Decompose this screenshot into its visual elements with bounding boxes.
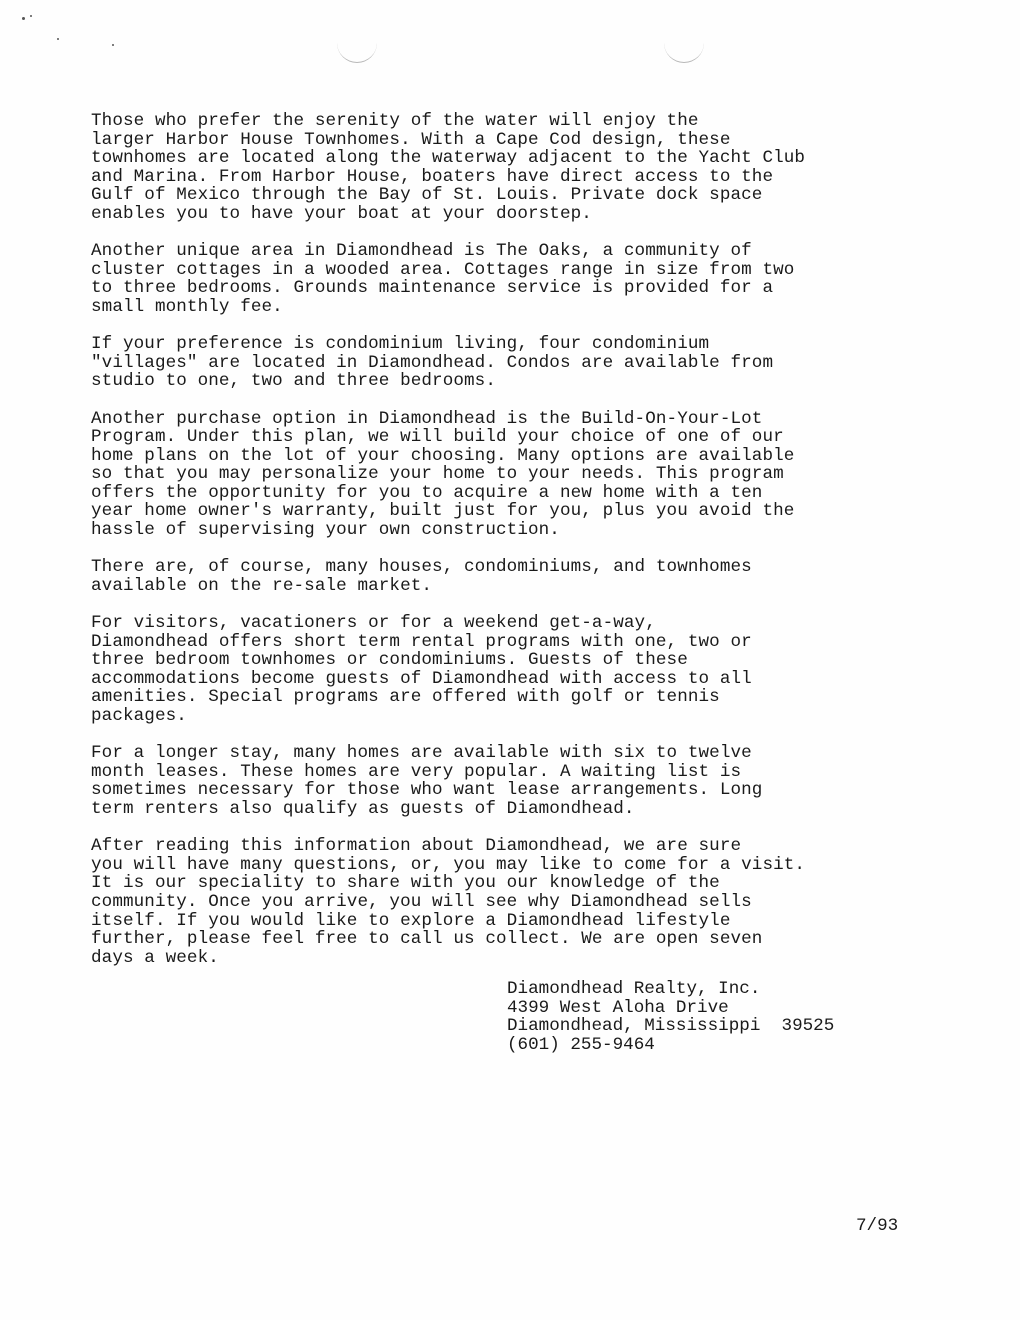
signature-block (507, 980, 834, 1054)
scan-speck (22, 17, 25, 20)
page-code: 7/93 (856, 1216, 899, 1236)
phone-number: (601) 255-9464 (507, 1034, 655, 1055)
paragraph-build-on-your-lot: Another purchase option in Diamondhead is the Build-On-Your-Lot Program. Under this plan, we will build your choice of one of our home plans on the lot of your choosing. Many options are available so that you may personalize your home to your needs. This program offers the opportunity for you to acquire a new home with a ten year home owner's warranty, built just for you, plus you avoid the hassle of supervising your own construction. (91, 408, 795, 541)
paragraph-closing: After reading this information about Diamondhead, we are sure you will have many questions, or, you may like to come for a visit. It is our speciality to share with you our knowledge of the community. Once you arrive, you will see why Diamondhead sells itself. If you would like to explore a Diamondhead lifestyle further, please feel free to call us collect. We are open seven days a week. (91, 836, 806, 968)
city-state-zip: Diamondhead, Mississippi 39525 (507, 1016, 835, 1037)
letter-body (91, 112, 911, 986)
company-name: Diamondhead Realty, Inc. (507, 979, 761, 999)
punch-hole-mark (337, 42, 377, 63)
paragraph-long-term-leases: For a longer stay, many homes are available with six to twelve month leases. These homes are very popular. A waiting list is sometimes necessary for those who want lease arrangements. Long term renters also qualify as guests of Diamondhead. (91, 743, 763, 819)
punch-hole-mark (664, 42, 704, 63)
scan-speck (30, 15, 32, 17)
paragraph-the-oaks: Another unique area in Diamondhead is The Oaks, a community of cluster cottages in a wooded area. Cottages range in size from two to three bedrooms. Grounds maintenance service is provided for a small monthly fee. (91, 241, 795, 317)
scan-speck (57, 38, 59, 40)
paragraph-condominiums: If your preference is condominium living, four condominium "villages" are located in Diamondhead. Condos are available from studio to one, two and three bedrooms. (91, 334, 774, 392)
paragraph-resale: There are, of course, many houses, condominiums, and townhomes available on the re-sale market. (91, 557, 752, 596)
paragraph-harbor-house: Those who prefer the serenity of the water will enjoy the larger Harbor House Townhomes. With a Cape Cod design, these townhomes are located along the waterway adjacent to the Yacht Club and Marina. From Harbor House, boaters have direct access to the Gulf of Mexico through the Bay of St. Louis. Private dock space enables you to have your boat at your doorstep. (91, 111, 806, 224)
street-address: 4399 West Aloha Drive (507, 997, 729, 1018)
scan-speck (112, 44, 114, 46)
paragraph-short-term-rentals: For visitors, vacationers or for a weekend get-a-way, Diamondhead offers short term rental programs with one, two or three bedroom townhomes or condominiums. Guests of these accommodations become guests of Diamondhead with access to all amenities. Special programs are offered with golf or tennis packages. (91, 613, 752, 726)
